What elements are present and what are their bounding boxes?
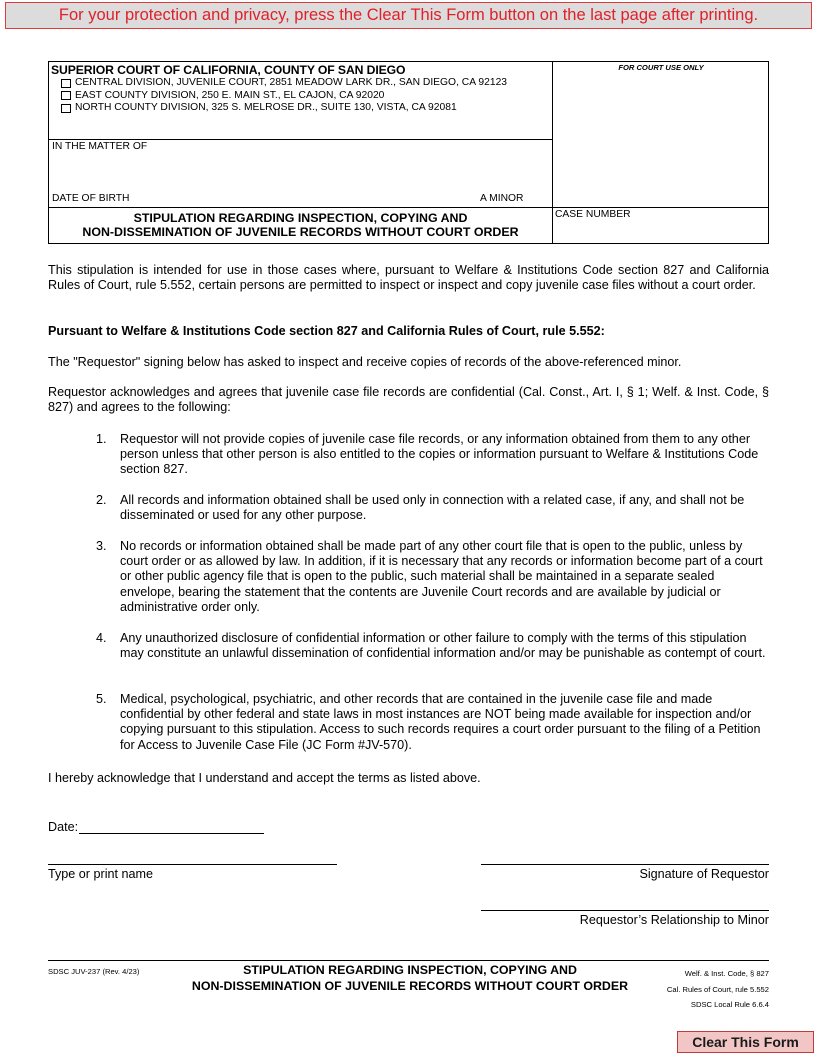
list-item-text: No records or information obtained shall be made part of any other court file that is open to the public, unless by court order or as allowed by law. In addition, if it is necessary that any records or information become part of a court or other public agency file that is open to the public, such material shall be maintained in a separate sealed envelope, bearing the statement that the contents are Juvenile Court records and are available by judicial or administrative order only. — [120, 539, 763, 614]
date-field[interactable] — [79, 821, 264, 834]
division-label: CENTRAL DIVISION, JUVENILE COURT, 2851 MEADOW LARK DR., SAN DIEGO, CA 92123 — [75, 77, 508, 88]
date-label: Date: — [48, 820, 79, 834]
list-item — [96, 539, 768, 615]
list-item-text: Requestor will not provide copies of juvenile case file records, or any information obtained from them to any other person unless that other person is also entitled to the copies or information pursuant to Welfare & Institutions Code section 827. — [120, 432, 759, 477]
division-label: EAST COUNTY DIVISION, 250 E. MAIN ST., EL CAJON, CA 92020 — [75, 89, 385, 101]
list-item-number: 5. — [96, 692, 107, 706]
acknowledges-paragraph: Requestor acknowledges and agrees that juvenile case file records are confidential (Cal. Const., Art. I, § 1; Welf. & Inst. Code, § 827) and agrees to the following: — [48, 385, 769, 415]
form-title-line-1: STIPULATION REGARDING INSPECTION, COPYING AND — [133, 211, 468, 225]
case-number-field[interactable] — [553, 207, 769, 244]
central-division-checkbox[interactable] — [61, 79, 71, 88]
dob-label: DATE OF BIRTH — [52, 193, 130, 204]
division-east — [51, 90, 552, 103]
division-north — [51, 102, 552, 115]
relationship-label: Requestor’s Relationship to Minor — [579, 913, 769, 927]
division-central — [51, 77, 552, 90]
division-label: NORTH COUNTY DIVISION, 325 S. MELROSE DR., SUITE 130, VISTA, CA 92081 — [75, 102, 457, 113]
form-id: SDSC JUV-237 (Rev. 4/23) — [48, 967, 140, 976]
legal-ref: SDSC Local Rule 6.6.4 — [690, 1000, 769, 1009]
intro-paragraph: This stipulation is intended for use in those cases where, pursuant to Welfare & Institutions Code section 827 and California Rules of Court, rule 5.552, certain persons are permitted to inspect or inspect and copy juvenile case files without a court order. — [48, 263, 769, 293]
list-item — [96, 631, 768, 661]
footer-divider — [48, 960, 769, 961]
form-title-line-2: NON-DISSEMINATION OF JUVENILE RECORDS WITHOUT COURT ORDER — [82, 225, 519, 239]
list-item-number: 3. — [96, 539, 107, 553]
matter-block[interactable] — [49, 140, 553, 208]
footer-title-line-1: STIPULATION REGARDING INSPECTION, COPYING AND — [243, 963, 577, 977]
legal-ref: Cal. Rules of Court, rule 5.552 — [666, 984, 769, 994]
court-title: SUPERIOR COURT OF CALIFORNIA, COUNTY OF SAN DIEGO — [51, 63, 406, 77]
clear-form-button[interactable]: Clear This Form — [677, 1031, 814, 1053]
pursuant-heading: Pursuant to Welfare & Institutions Code section 827 and California Rules of Court, rule 5.552: — [48, 324, 605, 338]
footer-title-line-2: NON-DISSEMINATION OF JUVENILE RECORDS WITHOUT COURT ORDER — [191, 978, 629, 993]
list-item-text: Any unauthorized disclosure of confidential information or other failure to comply with the terms of this stipulation may constitute an unlawful dissemination of confidential information and/or may be punishable as contempt of court. — [120, 631, 766, 661]
list-item — [96, 432, 768, 478]
list-item — [96, 692, 768, 753]
list-item-number: 4. — [96, 631, 107, 645]
acknowledge-statement: I hereby acknowledge that I understand and accept the terms as listed above. — [48, 771, 481, 785]
form-title — [49, 208, 553, 244]
court-use-label: FOR COURT USE ONLY — [618, 63, 704, 72]
footer-title — [150, 963, 670, 994]
list-item — [96, 493, 768, 523]
signature-label: Signature of Requestor — [639, 867, 769, 881]
north-division-checkbox[interactable] — [61, 104, 71, 113]
date-row — [48, 820, 264, 834]
list-item-number: 1. — [96, 432, 107, 446]
east-division-checkbox[interactable] — [61, 91, 71, 100]
requestor-paragraph: The "Requestor" signing below has asked to inspect and receive copies of records of the above-referenced minor. — [48, 355, 682, 369]
list-item-text: All records and information obtained shall be used only in connection with a related case, if any, and shall not be disseminated or used for any other purpose. — [120, 493, 745, 523]
legal-references — [667, 966, 769, 1013]
signature-field[interactable] — [481, 864, 769, 865]
relationship-field[interactable] — [481, 910, 769, 911]
name-label: Type or print name — [48, 867, 153, 881]
court-block — [49, 62, 553, 140]
list-item-number: 2. — [96, 493, 107, 507]
matter-label: IN THE MATTER OF — [52, 141, 148, 152]
case-number-label: CASE NUMBER — [555, 209, 631, 220]
legal-ref: Welf. & Inst. Code, § 827 — [684, 969, 769, 978]
name-field[interactable] — [48, 864, 337, 865]
minor-label: A MINOR — [480, 193, 524, 204]
caption-box — [48, 61, 769, 244]
list-item-text: Medical, psychological, psychiatric, and other records that are contained in the juvenile case file and made confidential by other federal and state laws in most instances are NOT being made available for inspection and/or copying pursuant to this stipulation. Access to such records requires a court order pursuant to the filing of a Petition for Access to Juvenile Case File (JC Form #JV-570). — [120, 692, 761, 752]
privacy-banner: For your protection and privacy, press the Clear This Form button on the last page after printing. — [5, 2, 812, 29]
